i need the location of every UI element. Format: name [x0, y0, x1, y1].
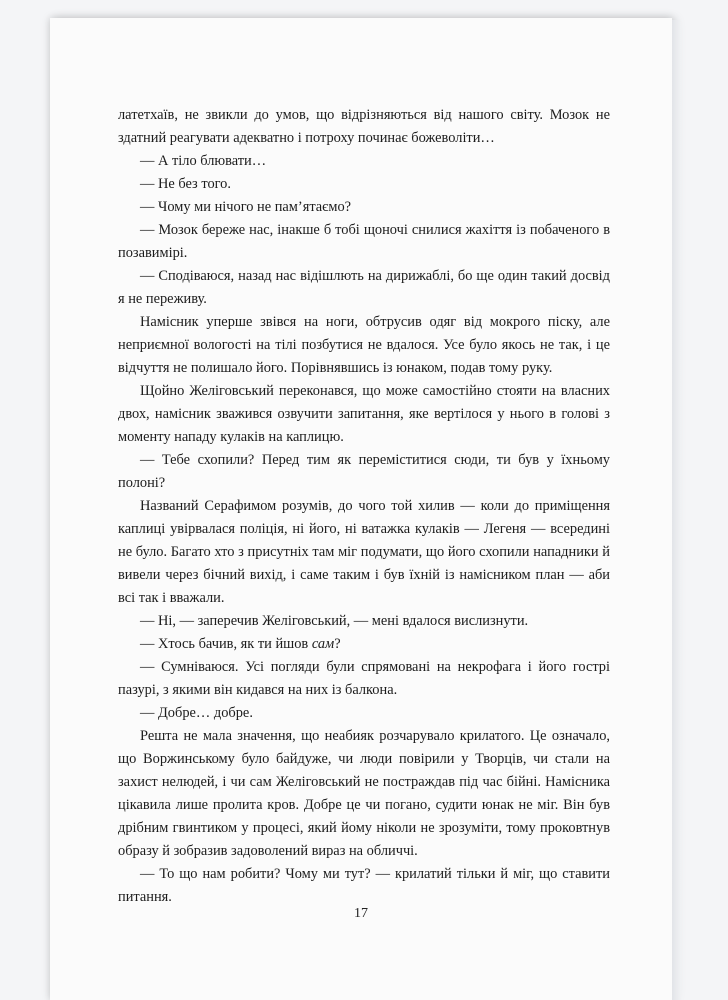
paragraph: — Мозок береже нас, інакше б тобі щоночі снилися жахіття із побаченого в позавимірі.: [118, 222, 610, 261]
paragraph: Намісник уперше звівся на ноги, обтрусив одяг від мокрого піску, але неприємної вологості на тілі позбутися не вдалося. Усе було якось не так, і це відчуття не полишало його. Порівнявшись із юнаком, подав тому руку.: [118, 314, 610, 376]
paragraph: — А тіло блювати…: [140, 153, 267, 169]
paragraph: латетхаїв, не звикли до умов, що відрізняються від нашого світу. Мозок не здатний реагувати адекватно і потроху починає божеволіти…: [118, 107, 610, 146]
paragraph: Названий Серафимом розумів, до чого той хилив — коли до приміщення каплиці увірвалася поліція, ні його, ні ватажка кулаків — Легеня — всередині не було. Багато хто з присутніх там міг подумати, що його схопили нападники й вивели через бічний вихід, і саме таким і був їхній із намісником план — аби всі так і вважали.: [118, 498, 610, 606]
book-page: [50, 18, 672, 1000]
page-text: [118, 104, 610, 909]
paragraph: Решта не мала значення, що неабияк розчарувало крилатого. Це означало, що Воржинському було байдуже, чи люди повірили у Творців, чи стали на захист нелюдей, і чи сам Желіговський не постраждав під час бійні. Намісника цікавила лише пролита кров. Добре це чи погано, судити юнак не міг. Він був дрібним гвинтиком у процесі, який йому ніколи не зрозуміти, тому проковтнув образу й зобразив задоволений вираз на обличчі.: [118, 728, 610, 859]
emphasis: сам: [311, 636, 335, 652]
paragraph: — Сумніваюся. Усі погляди були спрямовані на некрофага і його гострі пазурі, з якими він кидався на них із балкона.: [118, 659, 610, 698]
paragraph: Щойно Желіговський переконався, що може самостійно стояти на власних двох, намісник зважився озвучити запитання, яке вертілося у нього в голові з моменту нападу кулаків на каплицю.: [118, 383, 610, 445]
paragraph: — То що нам робити? Чому ми тут? — крилатий тільки й міг, що ставити питання.: [118, 866, 610, 905]
paragraph: — Ні, — заперечив Желіговський, — мені вдалося вислизнути.: [140, 613, 529, 629]
paragraph: — Тебе схопили? Перед тим як переміститися сюди, ти був у їхньому полоні?: [118, 452, 610, 491]
page-edge: [672, 20, 681, 1000]
paragraph: — Хтось бачив, як ти йшов сам?: [140, 636, 341, 652]
paragraph: — Не без того.: [140, 176, 231, 192]
paragraph: — Добре… добре.: [140, 705, 253, 721]
page-number: 17: [354, 906, 368, 921]
paragraph: — Сподіваюся, назад нас відішлють на дирижаблі, бо ще один такий досвід я не переживу.: [118, 268, 610, 307]
paragraph: — Чому ми нічого не пам’ятаємо?: [140, 199, 352, 215]
